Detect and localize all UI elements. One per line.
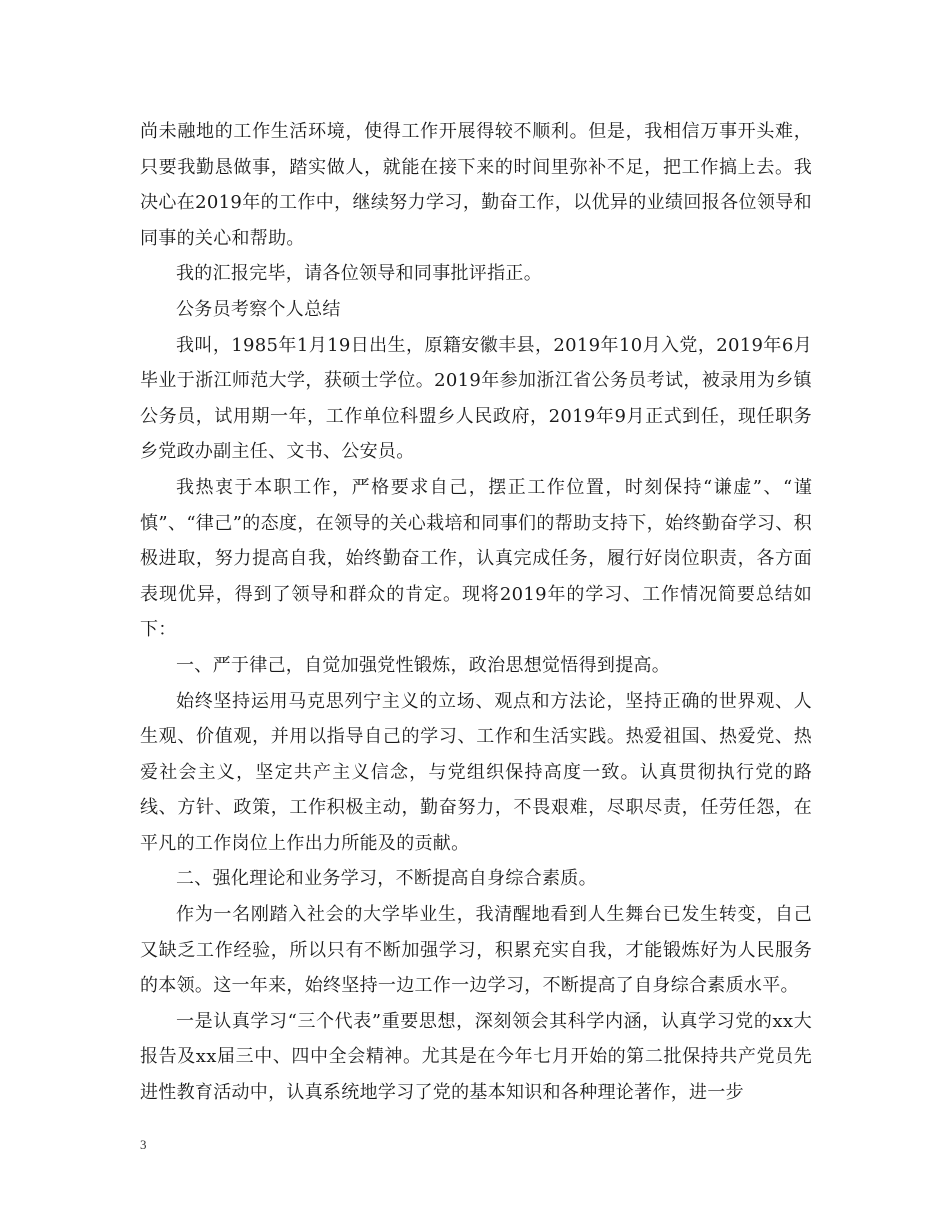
paragraph: 我叫，1985年1月19日出生，原籍安徽丰县，2019年10月入党，2019年6月毕业于浙江师范大学，获硕士学位。2019年参加浙江省公务员考试，被录用为乡镇公务员，试用期一年，工作单位科盟乡人民政府，2019年9月正式到任，现任职务乡党政办副主任、文书、公安员。 bbox=[140, 334, 812, 463]
section-title: 公务员考察个人总结 bbox=[176, 298, 341, 320]
paragraph: 我热衷于本职工作，严格要求自己，摆正工作位置，时刻保持“谦虚”、“谨慎”、“律己”的态度，在领导的关心栽培和同事们的帮助支持下，始终勤奋学习、积极进取，努力提高自我，始终勤奋工作，认真完成任务，履行好岗位职责，各方面表现优异，得到了领导和群众的肯定。现将2019年的学习、工作情况简要总结如下： bbox=[140, 476, 812, 641]
heading-two: 二、强化理论和业务学习，不断提高自身综合素质。 bbox=[176, 868, 597, 890]
paragraph: 始终坚持运用马克思列宁主义的立场、观点和方法论，坚持正确的世界观、人生观、价值观，并用以指导自己的学习、工作和生活实践。热爱祖国、热爱党、热爱社会主义，坚定共产主义信念，与党组织保持高度一致。认真贯彻执行党的路线、方针、政策，工作积极主动，勤奋努力，不畏艰难，尽职尽责，任劳任怨，在平凡的工作岗位上作出力所能及的贡献。 bbox=[140, 690, 812, 854]
paragraph: 尚未融地的工作生活环境，使得工作开展得较不顺利。但是，我相信万事开头难，只要我勤恳做事，踏实做人，就能在接下来的时间里弥补不足，把工作搞上去。我决心在2019年的工作中，继续努力学习，勤奋工作，以优异的业绩回报各位领导和同事的关心和帮助。 bbox=[140, 121, 812, 249]
document-body bbox=[140, 114, 812, 1111]
heading-one: 一、严于律己，自觉加强党性锻炼，政治思想觉悟得到提高。 bbox=[176, 654, 671, 676]
page-number: 3 bbox=[140, 1137, 147, 1152]
paragraph: 作为一名刚踏入社会的大学毕业生，我清醒地看到人生舞台已发生转变，自己又缺乏工作经验，所以只有不断加强学习，积累充实自我，才能锻炼好为人民服务的本领。这一年来，始终坚持一边工作一边学习，不断提高了自身综合素质水平。 bbox=[140, 904, 812, 997]
paragraph: 我的汇报完毕，请各位领导和同事批评指正。 bbox=[176, 263, 542, 285]
paragraph: 一是认真学习“三个代表”重要思想，深刻领会其科学内涵，认真学习党的xx大报告及xx届三中、四中全会精神。尤其是在今年七月开始的第二批保持共产党员先进性教育活动中，认真系统地学习了党的基本知识和各种理论著作，进一步 bbox=[140, 1010, 812, 1104]
